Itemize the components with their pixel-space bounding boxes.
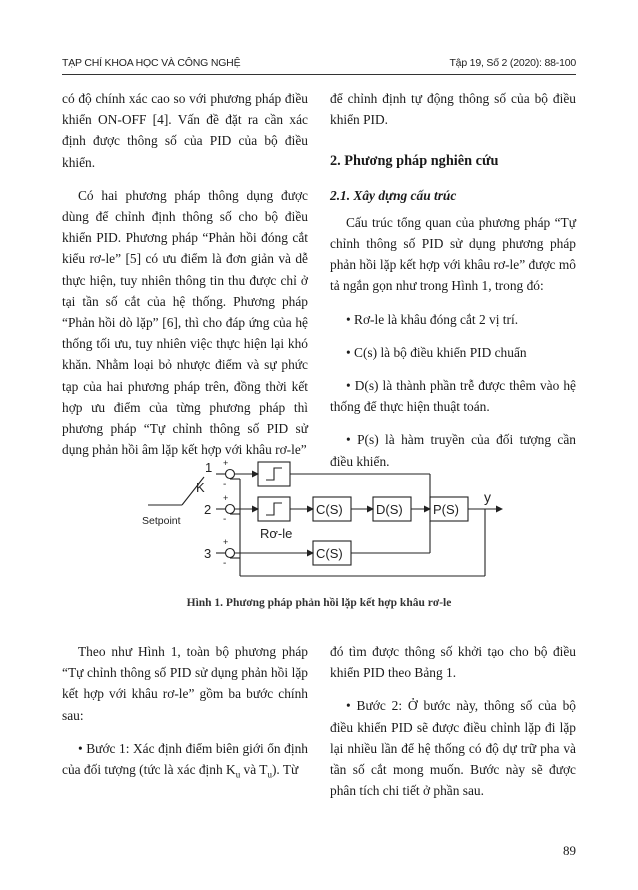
paragraph: để chỉnh định tự động thông số của bộ điều khiển PID.	[330, 91, 576, 128]
block-diagram	[130, 452, 510, 592]
minus-sign: -	[223, 479, 227, 490]
bullet-item: • Bước 2: Ở bước này, thông số của bộ điều khiển PID sẽ được điều chỉnh lặp đi lặp lại nhiều lần để hệ thống có độ dự trữ pha và tần số cắt mong muốn. Bước này sẽ được phân tích chi tiết ở phần sau.	[330, 698, 576, 799]
paragraph: Cấu trúc tổng quan của phương pháp “Tự chỉnh thông số PID sử dụng phương pháp phản hồi lặp kết hợp với khâu rơ-le” được mô tả ngắn gọn như trong Hình 1, trong đó:	[330, 214, 576, 294]
setpoint-label: Setpoint	[142, 515, 181, 527]
header-rule	[62, 74, 576, 75]
c-block-label: C(S)	[316, 502, 343, 517]
relay-symbol-top	[266, 468, 282, 480]
subscript: u	[235, 769, 241, 780]
page-number: 89	[563, 843, 576, 858]
position-label-2: 2	[204, 502, 212, 517]
sum-junction-2	[226, 505, 235, 514]
p-block-label: P(S)	[433, 502, 459, 517]
step-text: ). Từ	[271, 762, 299, 778]
relay-symbol	[266, 503, 282, 515]
minus-sign: -	[223, 558, 227, 569]
plus-sign: +	[223, 537, 229, 547]
sum-junction-1	[226, 470, 235, 479]
c-block-bottom-label: C(S)	[316, 546, 343, 561]
output-label: y	[484, 489, 491, 505]
sum-junction-3	[226, 549, 235, 558]
issue-info: Tập 19, Số 2 (2020): 88-100	[449, 57, 576, 69]
left-column-top	[62, 88, 308, 460]
paragraph: Theo như Hình 1, toàn bộ phương pháp “Tự chỉnh thông số PID sử dụng phản hồi lặp kết hợp với khâu rơ-le” gồm ba bước chính sau:	[62, 644, 308, 723]
figure-caption: Hình 1. Phương pháp phản hồi lặp kết hợp khâu rơ-le	[186, 597, 452, 609]
plus-sign: +	[223, 493, 229, 503]
subsection-title: 2.1. Xây dựng cấu trúc	[330, 187, 457, 203]
position-label-3: 3	[204, 546, 212, 561]
paragraph: Có hai phương pháp thông dụng được dùng để chỉnh định thông số cho bộ điều khiển PID. Phương pháp “Phản hồi đóng cắt kiểu rơ-le” [5] có ưu điểm là đơn giản và dễ thực hiện, tuy nhiên thông tin thu được chỉ ở tại tần số cắt của hệ thống. Phương pháp “Phản hồi dò lặp” [6], thì cho đáp ứng của hệ thống tối ưu, tuy nhiên việc thực hiện lại khó khăn. Nhằm loại bỏ nhược điểm và sự phức tạp của hai phương pháp trên, đồng thời kết hợp ưu điểm của từng phương pháp thì phương pháp “Tự chỉnh thông số PID sử dụng phản hồi âm lặp kết hợp với khâu rơ-le”	[62, 187, 308, 458]
d-block-label: D(S)	[376, 502, 403, 517]
bullet-item	[62, 738, 308, 786]
relay-label: Rơ-le	[260, 526, 293, 541]
section-title: 2. Phương pháp nghiên cứu	[330, 153, 499, 170]
step-text: • Bước 1: Xác định điểm biên giới ổn định của đối tượng (tức là xác định K	[62, 740, 308, 778]
right-column-bottom	[330, 641, 576, 801]
right-column-top	[330, 88, 576, 472]
subscript: u	[267, 769, 272, 780]
bullet-item: • P(s) là hàm truyền của đối tượng cần điều khiển.	[330, 432, 576, 469]
bullet-item: • D(s) là thành phần trễ được thêm vào hệ thống để thực hiện thuật toán.	[330, 378, 576, 415]
plus-sign: +	[223, 458, 229, 468]
switch-label: K	[196, 480, 205, 495]
paragraph: đó tìm được thông số khởi tạo cho bộ điều khiển PID theo Bảng 1.	[330, 644, 576, 681]
running-header	[62, 57, 576, 71]
bullet-item: • C(s) là bộ điều khiển PID chuẩn	[346, 344, 527, 360]
left-column-bottom	[62, 641, 308, 786]
position-label-1: 1	[205, 460, 213, 475]
paragraph: có độ chính xác cao so với phương pháp điều khiển ON-OFF [4]. Vấn đề đặt ra cần xác định được thông số của PID của bộ điều khiển.	[62, 91, 308, 170]
minus-sign: -	[223, 514, 227, 525]
step-text: và T	[240, 762, 268, 778]
bullet-item: • Rơ-le là khâu đóng cắt 2 vị trí.	[346, 311, 519, 327]
journal-name: TẠP CHÍ KHOA HỌC VÀ CÔNG NGHỆ	[62, 57, 241, 69]
